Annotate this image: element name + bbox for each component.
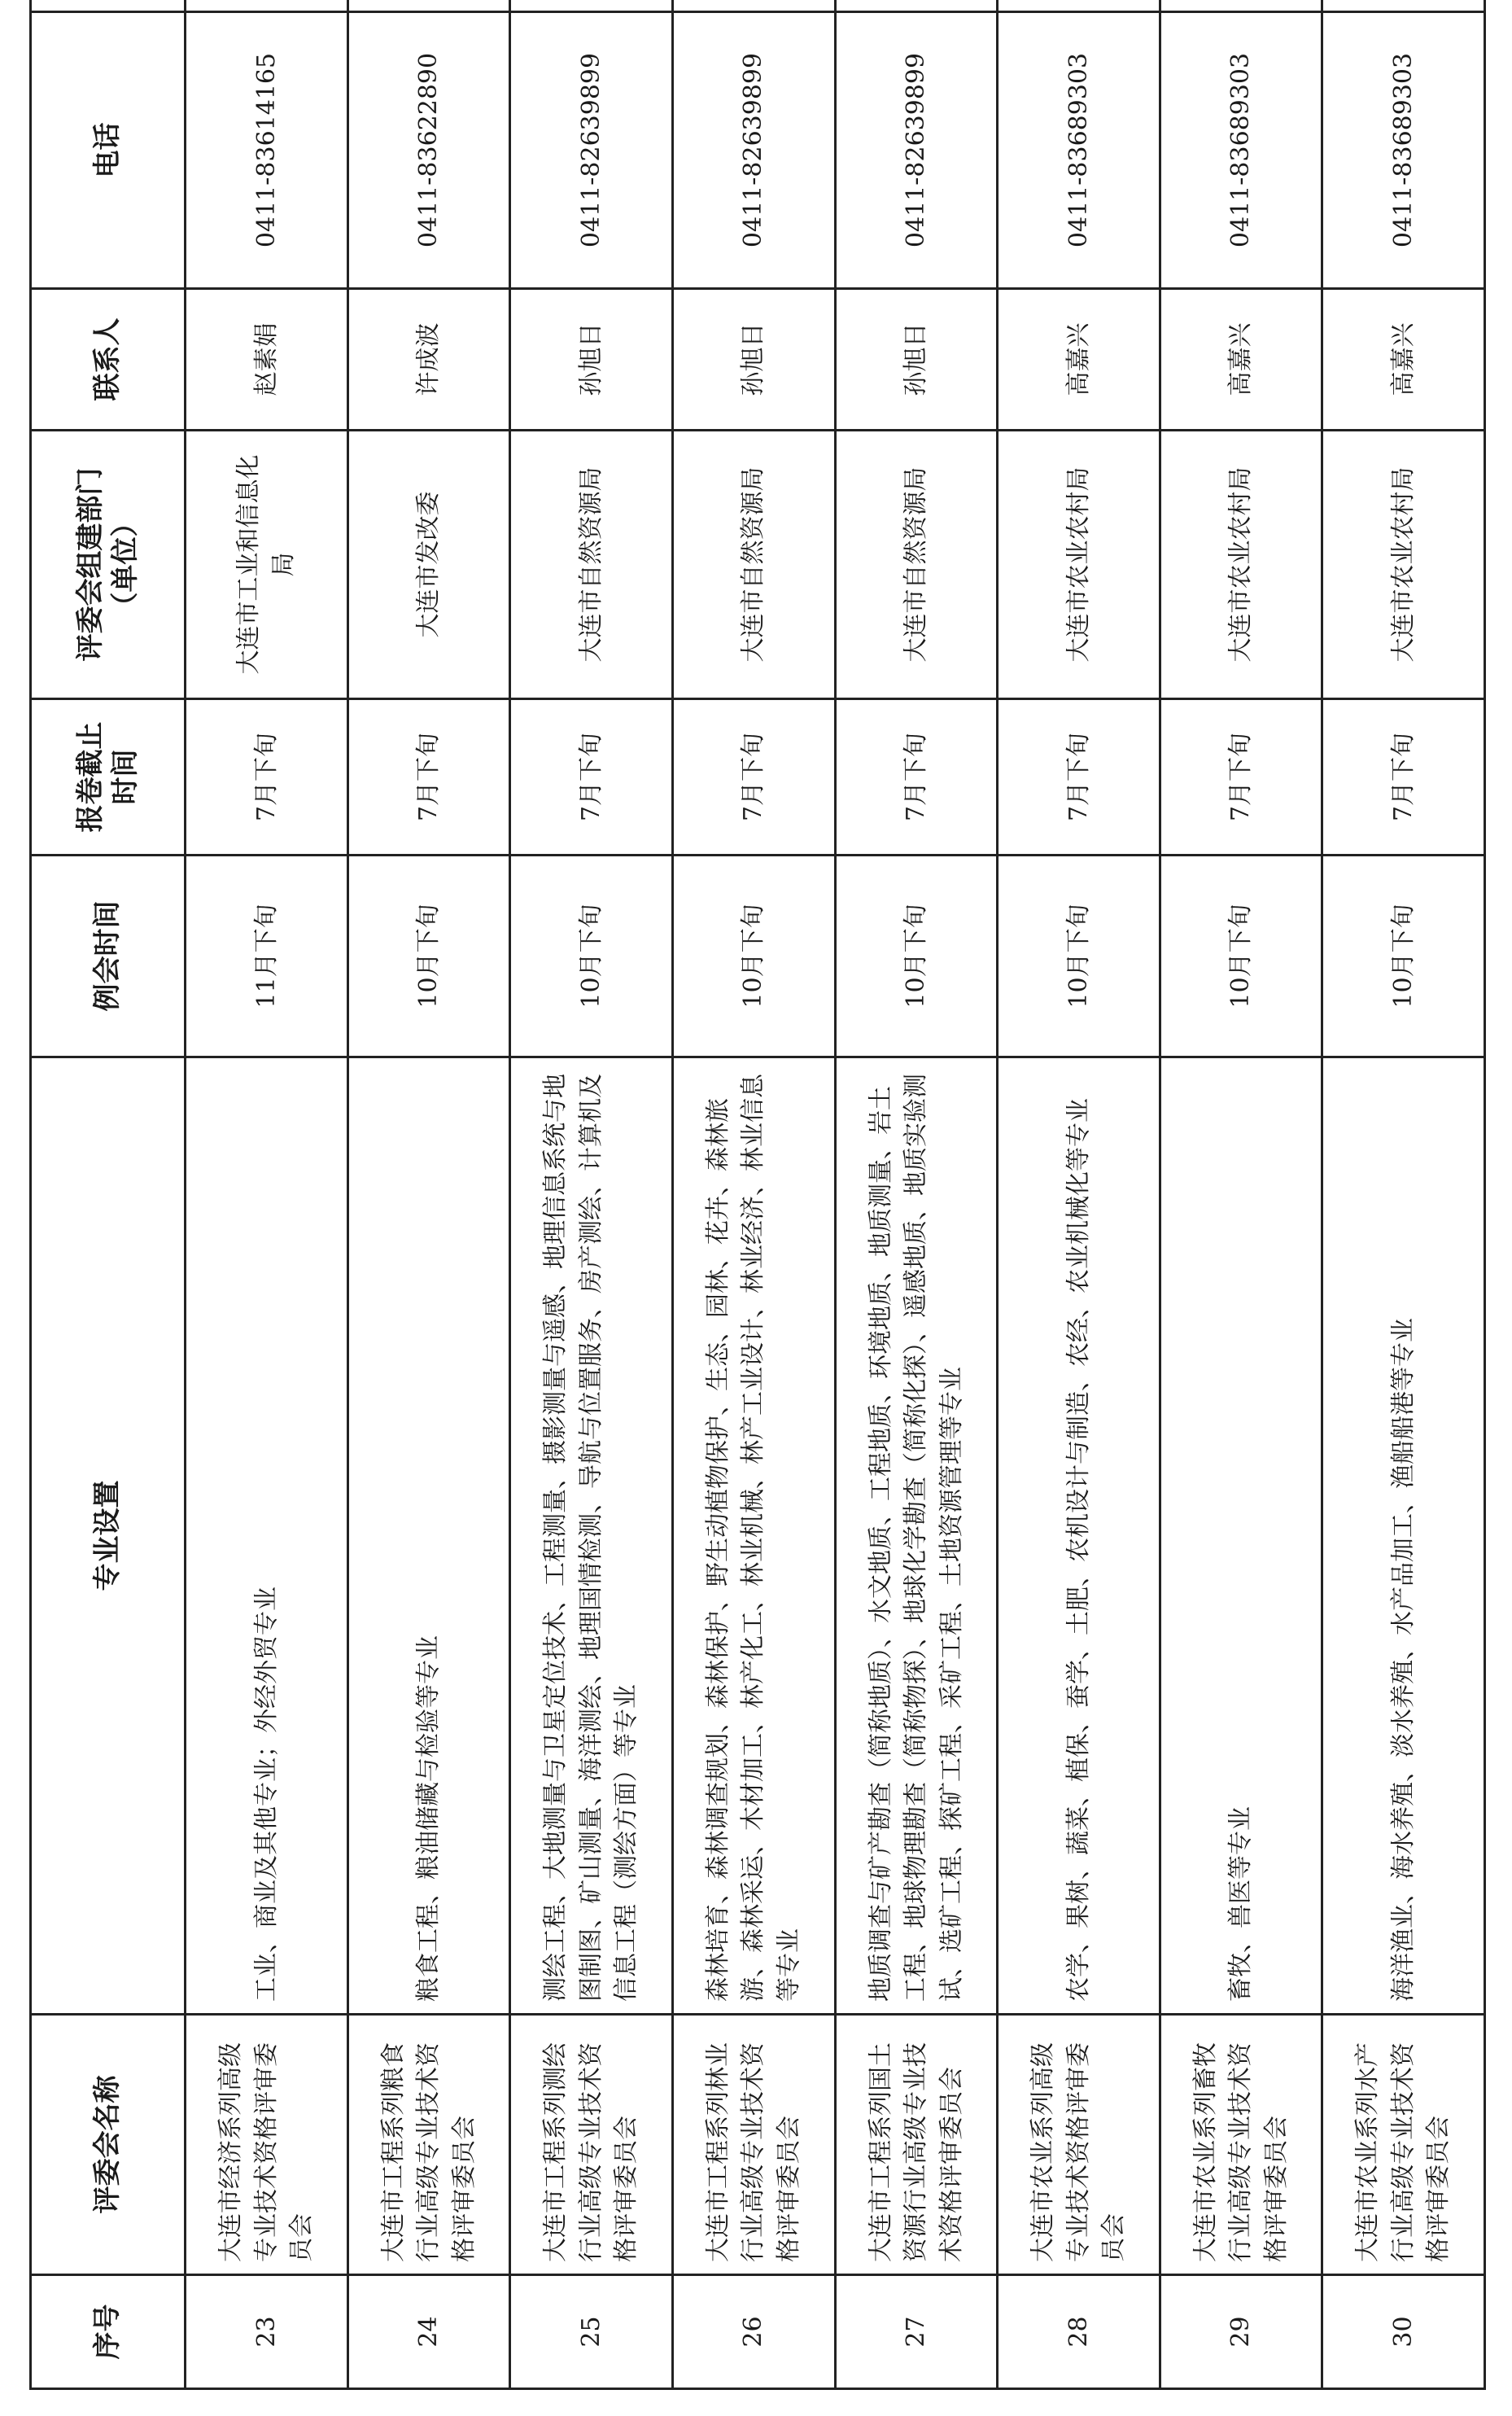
- cell-deadline: 7月下旬: [347, 699, 510, 856]
- cell-dept: 大连市自然资源局: [672, 431, 835, 699]
- cell-dept: 大连市农业农村局: [1322, 431, 1485, 699]
- table-row: [347, 0, 510, 2389]
- cell-contact: 孙旭日: [510, 289, 673, 431]
- cell-contact: 赵素娟: [186, 289, 348, 431]
- header-deadline: 报卷截止时间: [31, 699, 186, 856]
- header-majors: 专业设置: [31, 1057, 186, 2015]
- cell-deadline: 7月下旬: [835, 699, 998, 856]
- cell-name: 大连市农业系列水产行业高级专业技术资格评审委员会: [1322, 2015, 1485, 2275]
- cell-majors: 畜牧、兽医等专业: [1160, 1057, 1322, 2015]
- cell-deadline: 7月下旬: [672, 699, 835, 856]
- header-note: [31, 0, 186, 12]
- cell-seq: 25: [510, 2275, 673, 2389]
- table-row: [186, 0, 348, 2389]
- table-row: [835, 0, 998, 2389]
- cell-majors: 工业、商业及其他专业；外经外贸专业: [186, 1057, 348, 2015]
- cell-meeting: 10月下旬: [835, 856, 998, 1057]
- cell-seq: 26: [672, 2275, 835, 2389]
- cell-meeting: 10月下旬: [672, 856, 835, 1057]
- cell-name: 大连市工程系列粮食行业高级专业技术资格评审委员会: [347, 2015, 510, 2275]
- table-row: [510, 0, 673, 2389]
- cell-seq: 27: [835, 2275, 998, 2389]
- cell-name: 大连市农业系列高级专业技术资格评审委员会: [998, 2015, 1160, 2275]
- cell-majors: 农学、果树、蔬菜、植保、蚕学、土肥、农机设计与制造、农经、农业机械化等专业: [998, 1057, 1160, 2015]
- cell-seq: 23: [186, 2275, 348, 2389]
- cell-deadline: 7月下旬: [998, 699, 1160, 856]
- cell-deadline: 7月下旬: [1322, 699, 1485, 856]
- cell-name: 大连市农业系列畜牧行业高级专业技术资格评审委员会: [1160, 2015, 1322, 2275]
- cell-note: [1160, 0, 1322, 12]
- cell-contact: 高嘉兴: [998, 289, 1160, 431]
- cell-seq: 30: [1322, 2275, 1485, 2389]
- cell-phone: 0411-83614165: [186, 12, 348, 289]
- table-row: [998, 0, 1160, 2389]
- cell-note: [835, 0, 998, 12]
- cell-majors: 粮食工程、粮油储藏与检验等专业: [347, 1057, 510, 2015]
- committee-table: [29, 0, 1486, 2390]
- cell-phone: 0411-83622890: [347, 12, 510, 289]
- cell-meeting: 10月下旬: [1160, 856, 1322, 1057]
- cell-seq: 29: [1160, 2275, 1322, 2389]
- cell-contact: 孙旭日: [672, 289, 835, 431]
- cell-meeting: 11月下旬: [186, 856, 348, 1057]
- cell-phone: 0411-83689303: [1160, 12, 1322, 289]
- cell-contact: 许成波: [347, 289, 510, 431]
- table-row: [1322, 0, 1485, 2389]
- cell-note: [510, 0, 673, 12]
- cell-meeting: 10月下旬: [510, 856, 673, 1057]
- cell-note: [1322, 0, 1485, 12]
- cell-phone: 0411-82639899: [510, 12, 673, 289]
- header-dept: 评委会组建部门（单位）: [31, 431, 186, 699]
- header-seq: 序号: [31, 2275, 186, 2389]
- cell-note: [998, 0, 1160, 12]
- cell-majors: 测绘工程、大地测量与卫星定位技术、工程测量、摄影测量与遥感、地理信息系统与地图制图、矿山测量、海洋测绘、地理国情检测、导航与位置服务、房产测绘、计算机及信息工程（测绘方面）等专业: [510, 1057, 673, 2015]
- cell-majors: 森林培育、森林调查规划、森林保护、野生动植物保护、生态、园林、花卉、森林旅游、森林采运、木材加工、林产化工、林业机械、林产工业设计、林业经济、林业信息等专业: [672, 1057, 835, 2015]
- cell-name: 大连市工程系列测绘行业高级专业技术资格评审委员会: [510, 2015, 673, 2275]
- cell-dept: 大连市发改委: [347, 431, 510, 699]
- cell-meeting: 10月下旬: [1322, 856, 1485, 1057]
- cell-phone: 0411-83689303: [998, 12, 1160, 289]
- cell-deadline: 7月下旬: [1160, 699, 1322, 856]
- cell-seq: 28: [998, 2275, 1160, 2389]
- cell-note: [672, 0, 835, 12]
- cell-dept: 大连市农业农村局: [998, 431, 1160, 699]
- cell-majors: 地质调查与矿产勘查（简称地质）、水文地质、工程地质、环境地质、地质测量、岩土工程、地球物理勘查（简称物探）、地球化学勘查（简称化探）、遥感地质、地质实验测试、选矿工程、探矿工程、采矿工程、土地资源管理等专业: [835, 1057, 998, 2015]
- cell-phone: 0411-82639899: [835, 12, 998, 289]
- header-meeting: 例会时间: [31, 856, 186, 1057]
- header-phone: 电话: [31, 12, 186, 289]
- cell-dept: 大连市工业和信息化局: [186, 431, 348, 699]
- cell-name: 大连市工程系列国土资源行业高级专业技术资格评审委员会: [835, 2015, 998, 2275]
- cell-deadline: 7月下旬: [186, 699, 348, 856]
- cell-deadline: 7月下旬: [510, 699, 673, 856]
- cell-dept: 大连市农业农村局: [1160, 431, 1322, 699]
- cell-phone: 0411-83689303: [1322, 12, 1485, 289]
- cell-note: [347, 0, 510, 12]
- cell-phone: 0411-82639899: [672, 12, 835, 289]
- cell-majors: 海洋渔业、海水养殖、淡水养殖、水产品加工、渔船船港等专业: [1322, 1057, 1485, 2015]
- cell-contact: 孙旭日: [835, 289, 998, 431]
- table-row: [1160, 0, 1322, 2389]
- cell-meeting: 10月下旬: [347, 856, 510, 1057]
- cell-meeting: 10月下旬: [998, 856, 1160, 1057]
- header-row: [31, 0, 186, 2389]
- cell-seq: 24: [347, 2275, 510, 2389]
- cell-name: 大连市经济系列高级专业技术资格评审委员会: [186, 2015, 348, 2275]
- cell-contact: 高嘉兴: [1322, 289, 1485, 431]
- cell-dept: 大连市自然资源局: [835, 431, 998, 699]
- header-contact: 联系人: [31, 289, 186, 431]
- cell-name: 大连市工程系列林业行业高级专业技术资格评审委员会: [672, 2015, 835, 2275]
- cell-note: [186, 0, 348, 12]
- header-name: 评委会名称: [31, 2015, 186, 2275]
- cell-contact: 高嘉兴: [1160, 289, 1322, 431]
- table-row: [672, 0, 835, 2389]
- cell-dept: 大连市自然资源局: [510, 431, 673, 699]
